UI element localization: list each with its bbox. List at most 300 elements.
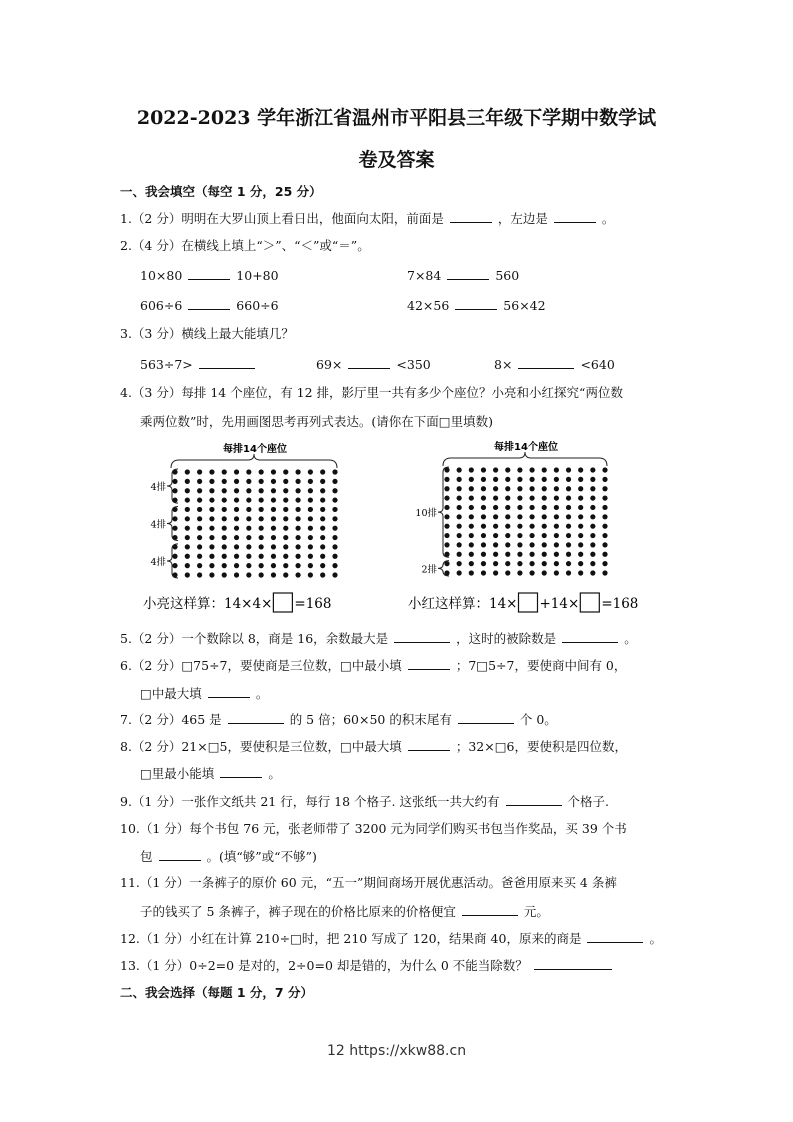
seat-dot	[457, 561, 462, 566]
answer-blank[interactable]	[506, 792, 562, 806]
seat-dot	[271, 469, 276, 474]
seat-dot	[320, 488, 325, 493]
seat-dot	[197, 535, 202, 540]
seat-dot	[332, 554, 337, 559]
seat-dot	[246, 516, 251, 521]
seat-dot	[209, 516, 214, 521]
seat-dot	[332, 516, 337, 521]
seat-dot	[271, 497, 276, 502]
seat-dot	[271, 563, 276, 568]
question-line-q3a	[140, 355, 261, 374]
question-line-q3	[120, 325, 294, 343]
left-top-label: 每排14个座位	[223, 444, 287, 455]
seat-dot	[505, 495, 510, 500]
seat-dot	[444, 533, 449, 538]
seat-dot	[457, 542, 462, 547]
seat-dot	[566, 495, 571, 500]
answer-blank[interactable]	[450, 209, 492, 223]
seat-dot	[542, 561, 547, 566]
answer-blank[interactable]	[408, 656, 450, 670]
question-text: 10+80	[236, 268, 279, 283]
seat-dot	[481, 514, 486, 519]
question-text: 3.（3 分）横线上最大能填几？	[120, 326, 294, 341]
answer-box[interactable]	[519, 593, 538, 612]
seat-dot	[332, 479, 337, 484]
answer-blank[interactable]	[208, 684, 250, 698]
seat-dot	[517, 524, 522, 529]
seat-dot	[444, 477, 449, 482]
seat-dot	[481, 505, 486, 510]
seat-dot	[602, 495, 607, 500]
seat-dot	[271, 516, 276, 521]
seat-dot	[172, 516, 177, 521]
seat-dot	[517, 486, 522, 491]
seat-dot	[185, 488, 190, 493]
seat-dot	[578, 542, 583, 547]
seat-dot	[529, 505, 534, 510]
seat-dot	[320, 497, 325, 502]
answer-box[interactable]	[580, 593, 599, 612]
seat-dot	[469, 542, 474, 547]
seat-dot	[209, 563, 214, 568]
right-formula-text: =168	[601, 596, 639, 612]
seat-dot	[469, 552, 474, 557]
question-text: ；32×□6，要使积是四位数，	[455, 739, 627, 754]
seat-dot	[259, 516, 264, 521]
question-text: 2.（4 分）在横线上填上“＞”、“＜”或“＝”。	[120, 238, 370, 253]
seat-dot	[529, 514, 534, 519]
right-row-label: 2排	[421, 564, 437, 576]
answer-blank[interactable]	[199, 355, 255, 369]
question-line-q11b	[140, 902, 549, 921]
seat-dot	[308, 469, 313, 474]
seat-dot	[481, 542, 486, 547]
seat-dot	[469, 477, 474, 482]
seat-dot	[283, 526, 288, 531]
seat-dot	[209, 572, 214, 577]
question-line-q1	[120, 209, 614, 228]
seat-dot	[590, 533, 595, 538]
answer-blank[interactable]	[447, 266, 489, 280]
seat-dot	[320, 572, 325, 577]
seat-dot	[566, 561, 571, 566]
seat-dot	[444, 514, 449, 519]
seat-dot	[295, 563, 300, 568]
answer-blank[interactable]	[220, 764, 262, 778]
seat-dot	[444, 495, 449, 500]
seat-dot	[457, 467, 462, 472]
seat-dot	[542, 477, 547, 482]
seat-dot	[308, 488, 313, 493]
seat-dot	[332, 488, 337, 493]
seat-dot	[308, 554, 313, 559]
seat-dot	[209, 535, 214, 540]
answer-blank[interactable]	[554, 209, 596, 223]
seat-dot	[185, 535, 190, 540]
seat-dot	[259, 497, 264, 502]
seat-dot	[542, 514, 547, 519]
seat-dot	[320, 535, 325, 540]
question-line-q2a	[140, 266, 279, 285]
seat-dot	[332, 497, 337, 502]
seat-dot	[222, 572, 227, 577]
seat-dot	[283, 563, 288, 568]
seat-dot	[185, 479, 190, 484]
seat-dot	[517, 570, 522, 575]
left-row-label: 4排	[150, 556, 166, 568]
question-line-q9	[120, 792, 609, 811]
seat-dot	[590, 467, 595, 472]
seat-dot	[246, 469, 251, 474]
seat-dot	[481, 467, 486, 472]
answer-blank[interactable]	[458, 710, 514, 724]
seat-dot	[457, 524, 462, 529]
seat-dot	[172, 488, 177, 493]
question-text: 包	[140, 849, 153, 864]
seat-dot	[259, 488, 264, 493]
seat-dot	[566, 486, 571, 491]
seat-dot	[566, 570, 571, 575]
seat-dot	[295, 572, 300, 577]
seat-dot	[197, 497, 202, 502]
seat-dot	[259, 572, 264, 577]
seat-dot	[481, 477, 486, 482]
question-line-q7	[120, 710, 557, 729]
question-text: 12.（1 分）小红在计算 210÷□时，把 210 写成了 120，结果商 40，原来的商是	[120, 931, 582, 946]
seat-dot	[554, 552, 559, 557]
seat-dot	[295, 469, 300, 474]
answer-blank[interactable]	[348, 355, 390, 369]
question-text: 8.（2 分）21×□5，要使积是三位数，□中最大填	[120, 739, 402, 754]
seat-dot	[602, 570, 607, 575]
seat-dot	[578, 477, 583, 482]
seat-dot	[602, 505, 607, 510]
seat-dot	[308, 507, 313, 512]
question-text: 。(填“够”或“不够”)	[206, 849, 317, 864]
seat-dot	[529, 542, 534, 547]
seat-dot	[308, 563, 313, 568]
seat-dot	[185, 507, 190, 512]
right-formula-text: +14×	[539, 596, 580, 612]
seat-dot	[505, 524, 510, 529]
seat-dot	[185, 516, 190, 521]
seat-dot	[517, 467, 522, 472]
seat-dot	[259, 554, 264, 559]
right-formula-text: 小红这样算：14×	[408, 596, 518, 612]
question-text: 的 5 倍；60×50 的积末尾有	[289, 712, 452, 727]
seat-dot	[602, 524, 607, 529]
seat-dot	[222, 563, 227, 568]
seat-dot	[246, 507, 251, 512]
seat-dot	[295, 535, 300, 540]
seat-dot	[469, 561, 474, 566]
seat-dot	[493, 542, 498, 547]
seat-dot	[457, 514, 462, 519]
seat-dot	[295, 497, 300, 502]
seat-dot	[505, 467, 510, 472]
seat-dot	[590, 542, 595, 547]
seat-dot	[197, 563, 202, 568]
seat-dot	[469, 524, 474, 529]
question-line-q3c	[494, 355, 615, 374]
seat-dot	[542, 570, 547, 575]
seat-dot	[457, 552, 462, 557]
page-title-line2: 卷及答案	[358, 149, 435, 171]
seat-dot	[172, 479, 177, 484]
question-text: 。	[601, 211, 615, 226]
left-row-label: 4排	[150, 519, 166, 531]
answer-blank[interactable]	[587, 929, 643, 943]
seat-dot	[566, 477, 571, 482]
seat-dot	[197, 488, 202, 493]
seat-dot	[259, 526, 264, 531]
seat-dot	[578, 486, 583, 491]
answer-blank[interactable]	[228, 710, 284, 724]
seat-dot	[554, 514, 559, 519]
seat-dot	[554, 495, 559, 500]
seat-dot	[457, 495, 462, 500]
seat-dot	[493, 505, 498, 510]
seat-dot	[602, 533, 607, 538]
seat-dot	[505, 561, 510, 566]
seat-dot	[197, 516, 202, 521]
question-line-q2d	[407, 296, 546, 315]
question-text: 10×80	[140, 268, 183, 283]
seat-dot	[209, 497, 214, 502]
question-text: 560	[495, 268, 520, 283]
seat-dot	[469, 495, 474, 500]
seat-dot	[197, 544, 202, 549]
question-text: 个格子.	[567, 794, 609, 809]
seat-dot	[222, 554, 227, 559]
seat-dot	[259, 469, 264, 474]
question-text: 69×	[316, 357, 343, 372]
seat-dot	[578, 514, 583, 519]
seat-dot	[566, 505, 571, 510]
seat-dot	[542, 552, 547, 557]
seat-dot	[222, 469, 227, 474]
question-text: 。	[268, 766, 281, 781]
seat-dot	[246, 488, 251, 493]
seat-dot	[332, 572, 337, 577]
seat-dot	[259, 563, 264, 568]
seat-dot	[554, 542, 559, 547]
answer-box[interactable]	[273, 593, 292, 612]
seat-dot	[481, 533, 486, 538]
answer-blank[interactable]	[188, 266, 230, 280]
seat-dot	[529, 552, 534, 557]
seat-dot	[234, 535, 239, 540]
seat-dot	[222, 535, 227, 540]
seat-dot	[246, 526, 251, 531]
seat-dot	[295, 516, 300, 521]
question-text: 6.（2 分）□75÷7，要使商是三位数，□中最小填	[120, 658, 402, 673]
seat-dot	[444, 486, 449, 491]
seat-dot	[554, 570, 559, 575]
seat-dot	[493, 570, 498, 575]
seat-dot	[197, 572, 202, 577]
seat-dot	[332, 507, 337, 512]
seat-dot	[332, 535, 337, 540]
seat-dot	[529, 495, 534, 500]
seat-dot	[517, 533, 522, 538]
seat-dot	[590, 495, 595, 500]
top-brace	[443, 452, 607, 466]
seat-dot	[566, 533, 571, 538]
seat-dot	[209, 554, 214, 559]
answer-blank[interactable]	[518, 355, 574, 369]
seat-dot	[542, 486, 547, 491]
answer-blank[interactable]	[562, 629, 618, 643]
seat-dot	[283, 507, 288, 512]
seat-dot	[259, 544, 264, 549]
seat-dot	[320, 507, 325, 512]
seat-dot	[505, 505, 510, 510]
seat-dot	[185, 554, 190, 559]
seat-dot	[197, 469, 202, 474]
seat-dot	[172, 563, 177, 568]
seat-dot	[283, 497, 288, 502]
question-text: 9.（1 分）一张作文纸共 21 行，每行 18 个格子. 这张纸一共大约有	[120, 794, 500, 809]
seat-dot	[234, 469, 239, 474]
seat-dot	[234, 526, 239, 531]
seat-dot	[457, 505, 462, 510]
question-text: 。	[649, 931, 662, 946]
seat-dot	[505, 477, 510, 482]
seat-dot	[602, 561, 607, 566]
seat-dot	[197, 507, 202, 512]
answer-blank[interactable]	[159, 847, 201, 861]
question-text: 1.（2 分）明明在大罗山顶上看日出，他面向太阳，前面是	[120, 211, 444, 226]
seat-dot	[457, 533, 462, 538]
left-formula-text: 小亮这样算：14×4×	[143, 596, 273, 612]
answer-blank[interactable]	[188, 296, 230, 310]
section-2-heading: 二、我会选择（每题 1 分，7 分）	[120, 985, 313, 1000]
seat-dot	[320, 469, 325, 474]
answer-blank[interactable]	[408, 737, 450, 751]
seat-dot	[234, 479, 239, 484]
question-text: □里最小能填	[140, 766, 215, 781]
seat-dot	[222, 516, 227, 521]
question-line-q13	[120, 956, 618, 975]
seat-dot	[493, 495, 498, 500]
question-text: 个 0。	[519, 712, 557, 727]
seat-dot	[234, 563, 239, 568]
seat-dot	[578, 505, 583, 510]
answer-blank[interactable]	[455, 296, 497, 310]
seat-dot	[185, 544, 190, 549]
seat-dot	[542, 467, 547, 472]
seat-dot	[481, 486, 486, 491]
seat-dot	[320, 554, 325, 559]
question-line-q2b	[407, 266, 519, 285]
seat-dot	[209, 544, 214, 549]
seat-dot	[578, 533, 583, 538]
seat-dot	[332, 544, 337, 549]
seat-dot	[469, 505, 474, 510]
seat-dot	[283, 479, 288, 484]
seat-dot	[578, 561, 583, 566]
seat-dot	[197, 526, 202, 531]
seat-dot	[234, 507, 239, 512]
seat-dot	[590, 505, 595, 510]
question-line-q11	[120, 874, 617, 892]
seat-dot	[295, 507, 300, 512]
top-brace	[171, 454, 337, 468]
question-text: 元。	[523, 904, 549, 919]
seat-dot	[172, 554, 177, 559]
question-line-q12	[120, 929, 662, 948]
seat-dot	[517, 514, 522, 519]
seat-dot	[517, 505, 522, 510]
seat-dot	[457, 486, 462, 491]
seat-dot	[529, 524, 534, 529]
seat-dot	[602, 552, 607, 557]
seat-dot	[517, 477, 522, 482]
seat-dot	[505, 542, 510, 547]
seat-dot	[590, 477, 595, 482]
seat-dot	[602, 542, 607, 547]
seat-dot	[197, 479, 202, 484]
question-text: 13.（1 分）0÷2=0 是对的，2÷0=0 却是错的，为什么 0 不能当除数？	[120, 958, 528, 973]
question-text: 606÷6	[140, 298, 183, 313]
seat-dot	[602, 477, 607, 482]
seat-dot	[590, 514, 595, 519]
question-line-q10b	[140, 847, 317, 866]
seat-dot	[493, 533, 498, 538]
seat-dot	[481, 524, 486, 529]
seat-dot	[590, 570, 595, 575]
seat-dot	[481, 570, 486, 575]
seat-dot	[308, 544, 313, 549]
seat-dot	[283, 544, 288, 549]
seat-dot	[271, 507, 276, 512]
question-text: □中最大填	[140, 686, 202, 701]
seat-dot	[493, 514, 498, 519]
seat-dot	[271, 535, 276, 540]
seat-dot	[542, 505, 547, 510]
seat-dot	[469, 486, 474, 491]
seat-dot	[517, 542, 522, 547]
seat-dot	[222, 526, 227, 531]
seat-dot	[505, 552, 510, 557]
seat-dot	[320, 516, 325, 521]
seat-dot	[566, 514, 571, 519]
answer-blank[interactable]	[462, 902, 518, 916]
seat-dot	[578, 524, 583, 529]
seat-dot	[602, 514, 607, 519]
answer-blank[interactable]	[394, 629, 450, 643]
seat-dot	[271, 572, 276, 577]
question-line-q4b	[140, 413, 493, 431]
seat-dot	[283, 572, 288, 577]
seat-dot	[444, 542, 449, 547]
seat-dot	[590, 552, 595, 557]
seat-dot	[246, 563, 251, 568]
seat-dot	[493, 561, 498, 566]
question-text: 11.（1 分）一条裤子的原价 60 元，“五一”期间商场开展优惠活动。爸爸用原来买 4 条裤	[120, 875, 617, 890]
seat-dot	[529, 477, 534, 482]
question-text: 乘两位数”时，先用画图思考再列式表达。(请你在下面□里填数)	[140, 414, 493, 429]
answer-blank[interactable]	[534, 956, 612, 970]
seat-dot	[295, 554, 300, 559]
question-text: ，这时的被除数是	[456, 631, 557, 646]
question-line-q2c	[140, 296, 279, 315]
question-text: 4.（3 分）每排 14 个座位，有 12 排，影厅里一共有多少个座位？小亮和小红探究“两位数	[120, 385, 623, 400]
seat-dot	[234, 516, 239, 521]
seat-dot	[234, 554, 239, 559]
seat-dot	[542, 495, 547, 500]
